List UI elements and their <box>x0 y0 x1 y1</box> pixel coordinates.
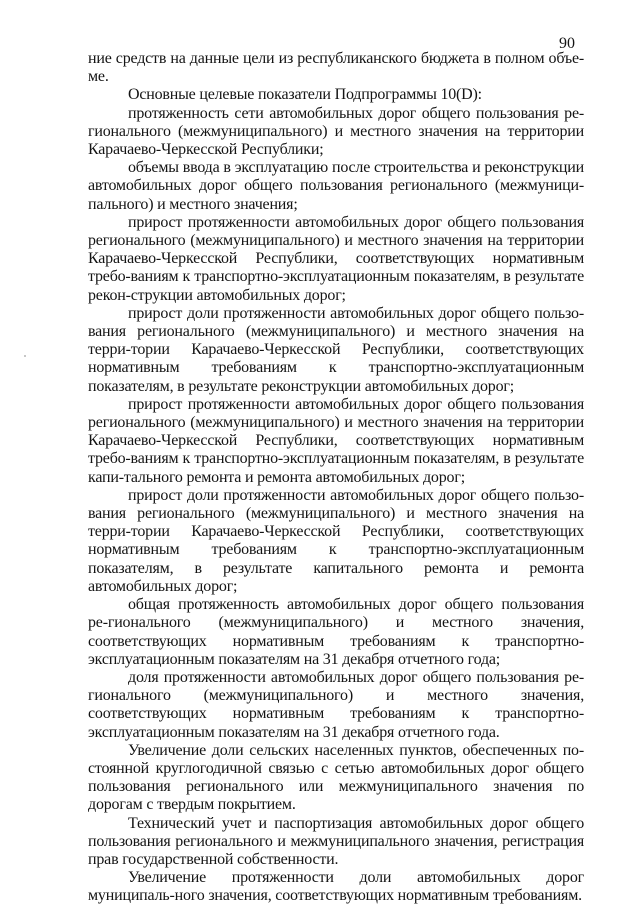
indicator-item: доля протяженности автомобильных дорог общего пользования ре-гионального (межмуниципального) и местного значения, соответствующих нормативным требованиям к транспортно-эксплуатационным показателям на 31 декабря отчетного года. <box>88 668 584 741</box>
paragraph: Увеличение протяженности доли автомобильных дорог муниципаль-ного значения, соответствующих нормативным требованиям. <box>88 869 584 905</box>
indicator-item: общая протяженность автомобильных дорог общего пользования ре-гионального (межмуниципального) и местного значения, соответствующих нормативным требованиям к транспортно-эксплуатационным показателям на 31 декабря отчетного года; <box>88 596 584 668</box>
paragraph: Технический учет и паспортизация автомобильных дорог общего пользования регионального и межмуниципального значения, регистрация прав государственной собственности. <box>88 814 584 868</box>
indicator-item: прирост доли протяженности автомобильных дорог общего пользо-вания регионального (межмуниципального) и местного значения на терри-тории Карачаево-Черкесской Республики, соответствующих нормативным требованиям к транспортно-эксплуатационным показателям, в результате реконструкции автомобильных дорог; <box>88 304 584 395</box>
indicator-item: прирост протяженности автомобильных дорог общего пользования регионального (межмуниципального) и местного значения на территории Карачаево-Черкесской Республики, соответствующих нормативным требо-ваниям к транспортно-эксплуатационным показателям, в результате рекон-струкции автомобильных дорог; <box>88 213 584 304</box>
paragraph-continuation: ние средств на данные цели из республиканского бюджета в полном объе-ме. <box>88 50 584 86</box>
paragraph: Увеличение доли сельских населенных пунктов, обеспеченных по-стоянной круглогодичной связью с сетью автомобильных дорог общего пользования регионального или межмуниципального значения по дорогам с твердым покрытием. <box>88 741 584 814</box>
indicator-item: протяженность сети автомобильных дорог общего пользования ре-гионального (межмуниципального) и местного значения на территории Карачаево-Черкесской Республики; <box>88 104 584 159</box>
indicator-item: прирост доли протяженности автомобильных дорог общего пользо-вания регионального (межмуниципального) и местного значения на терри-тории Карачаево-Черкесской Республики, соответствующих нормативным требованиям к транспортно-эксплуатационным показателям, в результате капитального ремонта и ремонта автомобильных дорог; <box>88 486 584 595</box>
indicator-item: объемы ввода в эксплуатацию после строительства и реконструкции автомобильных дорог общего пользования регионального (межмуници-пального) и местного значения; <box>88 159 584 213</box>
page-number: 90 <box>559 35 575 52</box>
scan-speck <box>24 355 26 357</box>
document-body <box>88 50 584 906</box>
indicator-item: прирост протяженности автомобильных дорог общего пользования регионального (межмуниципального) и местного значения на территории Карачаево-Черкесской Республики, соответствующих нормативным требо-ваниям к транспортно-эксплуатационным показателям, в результате капи-тального ремонта и ремонта автомобильных дорог; <box>88 395 584 486</box>
section-heading: Основные целевые показатели Подпрограммы 10(D): <box>128 86 482 104</box>
